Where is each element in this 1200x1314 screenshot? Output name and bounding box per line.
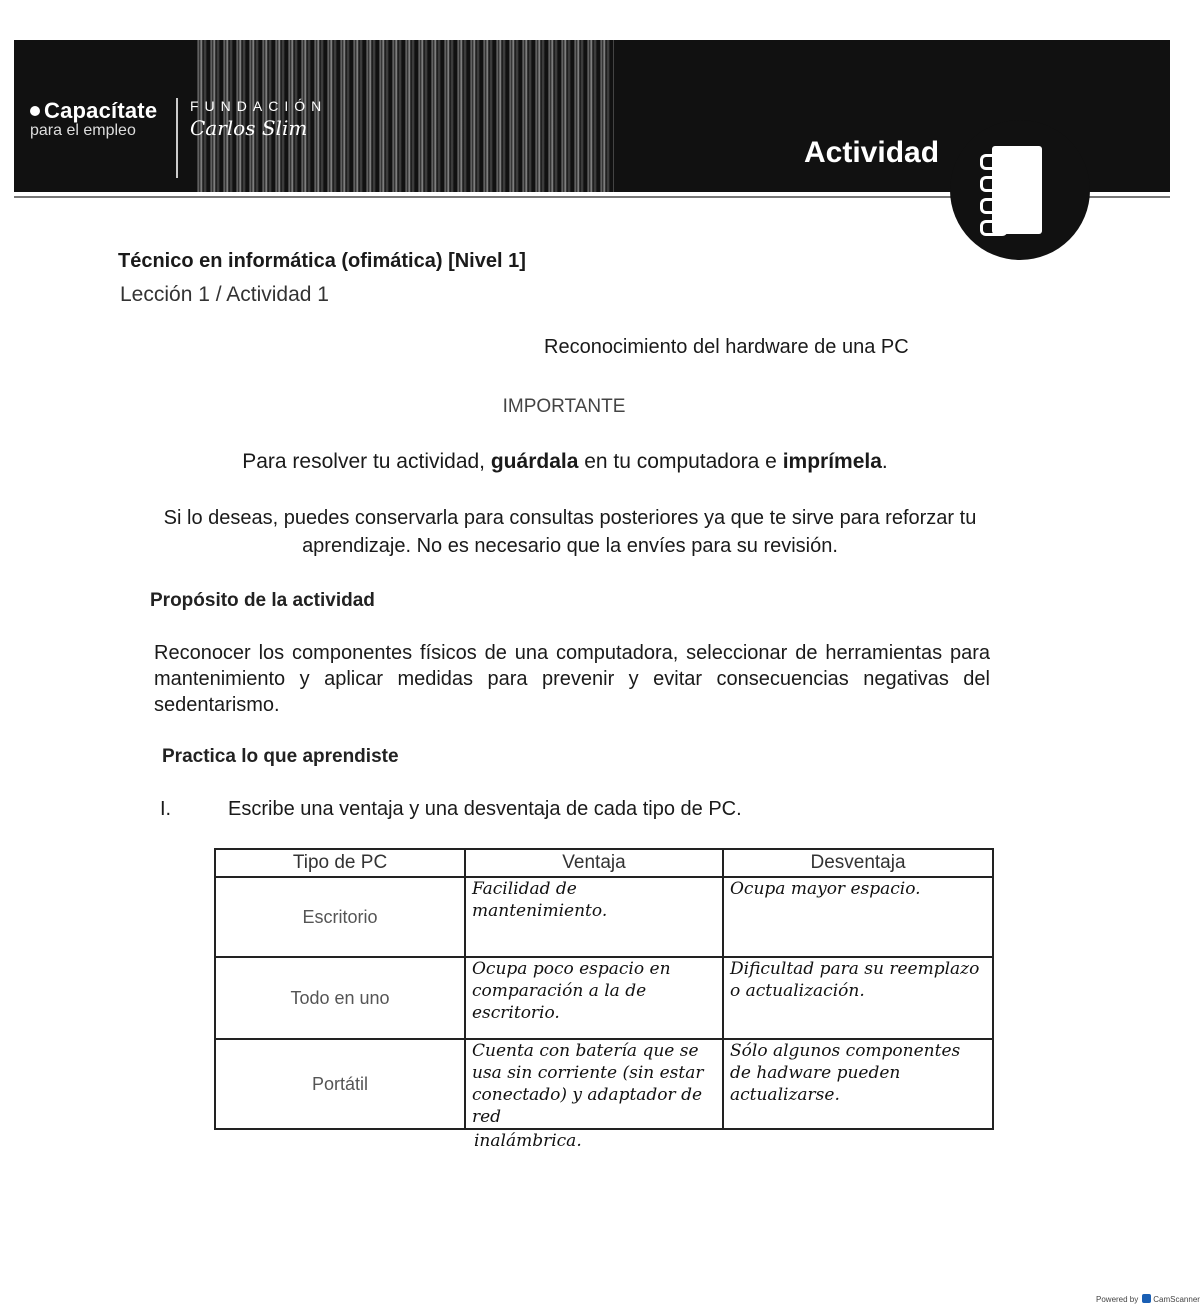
camscanner-watermark: Powered by CamScanner — [1096, 1295, 1200, 1304]
activity-label: Actividad — [804, 136, 940, 169]
advantage-cell: Facilidad de mantenimiento. — [465, 877, 723, 957]
course-title: Técnico en informática (ofimática) [Nivel 1] — [118, 250, 526, 272]
purpose-text: Reconocer los componentes físicos de una computadora, seleccionar de herramientas para mantenimiento y aplicar medidas para prevenir y evitar consecuencias negativas del sedentarismo. — [154, 642, 990, 716]
logo-divider — [176, 98, 178, 178]
brand-logo: Capacítate para el empleo — [30, 98, 158, 139]
column-header: Ventaja — [465, 849, 723, 877]
purpose-heading: Propósito de la actividad — [150, 590, 375, 611]
table-header-row — [215, 849, 993, 877]
disadvantage-cell: Dificultad para su reemplazo o actualización. — [723, 957, 993, 1039]
disadvantage-cell: Sólo algunos componentes de hadware pueden actualizarse. — [723, 1039, 993, 1129]
column-header: Tipo de PC — [215, 849, 465, 877]
advantage-cell: Ocupa poco espacio en comparación a la de escritorio. — [465, 957, 723, 1039]
pc-type-cell: Todo en uno — [215, 957, 465, 1039]
table-row — [215, 1039, 993, 1129]
question-number: I. — [160, 798, 172, 820]
disadvantage-cell: Ocupa mayor espacio. — [723, 877, 993, 957]
instruction-save-print: Para resolver tu actividad, guárdala en tu computadora e imprímela. — [242, 450, 888, 473]
practice-heading: Practica lo que aprendiste — [162, 746, 399, 767]
instruction-keep: Si lo deseas, puedes conservarla para consultas posteriores ya que te sirve para reforzar tu aprendizaje. No es necesario que la envíes para su revisión. — [163, 507, 977, 557]
pc-types-table — [214, 848, 994, 1130]
document-title: Reconocimiento del hardware de una PC — [544, 336, 909, 358]
table-row — [215, 957, 993, 1039]
foundation-logo: FUNDACIÓN Carlos Slim — [190, 98, 328, 140]
notebook-icon — [950, 120, 1090, 260]
handwritten-overflow: inalámbrica. — [474, 1131, 582, 1151]
lesson-label: Lección 1 / Actividad 1 — [120, 283, 329, 306]
table-row — [215, 877, 993, 957]
pc-type-cell: Escritorio — [215, 877, 465, 957]
column-header: Desventaja — [723, 849, 993, 877]
advantage-cell: Cuenta con batería que se usa sin corriente (sin estar conectado) y adaptador de red — [465, 1039, 723, 1129]
question-text: Escribe una ventaja y una desventaja de cada tipo de PC. — [228, 798, 742, 820]
important-heading: IMPORTANTE — [502, 396, 626, 417]
pc-type-cell: Portátil — [215, 1039, 465, 1129]
